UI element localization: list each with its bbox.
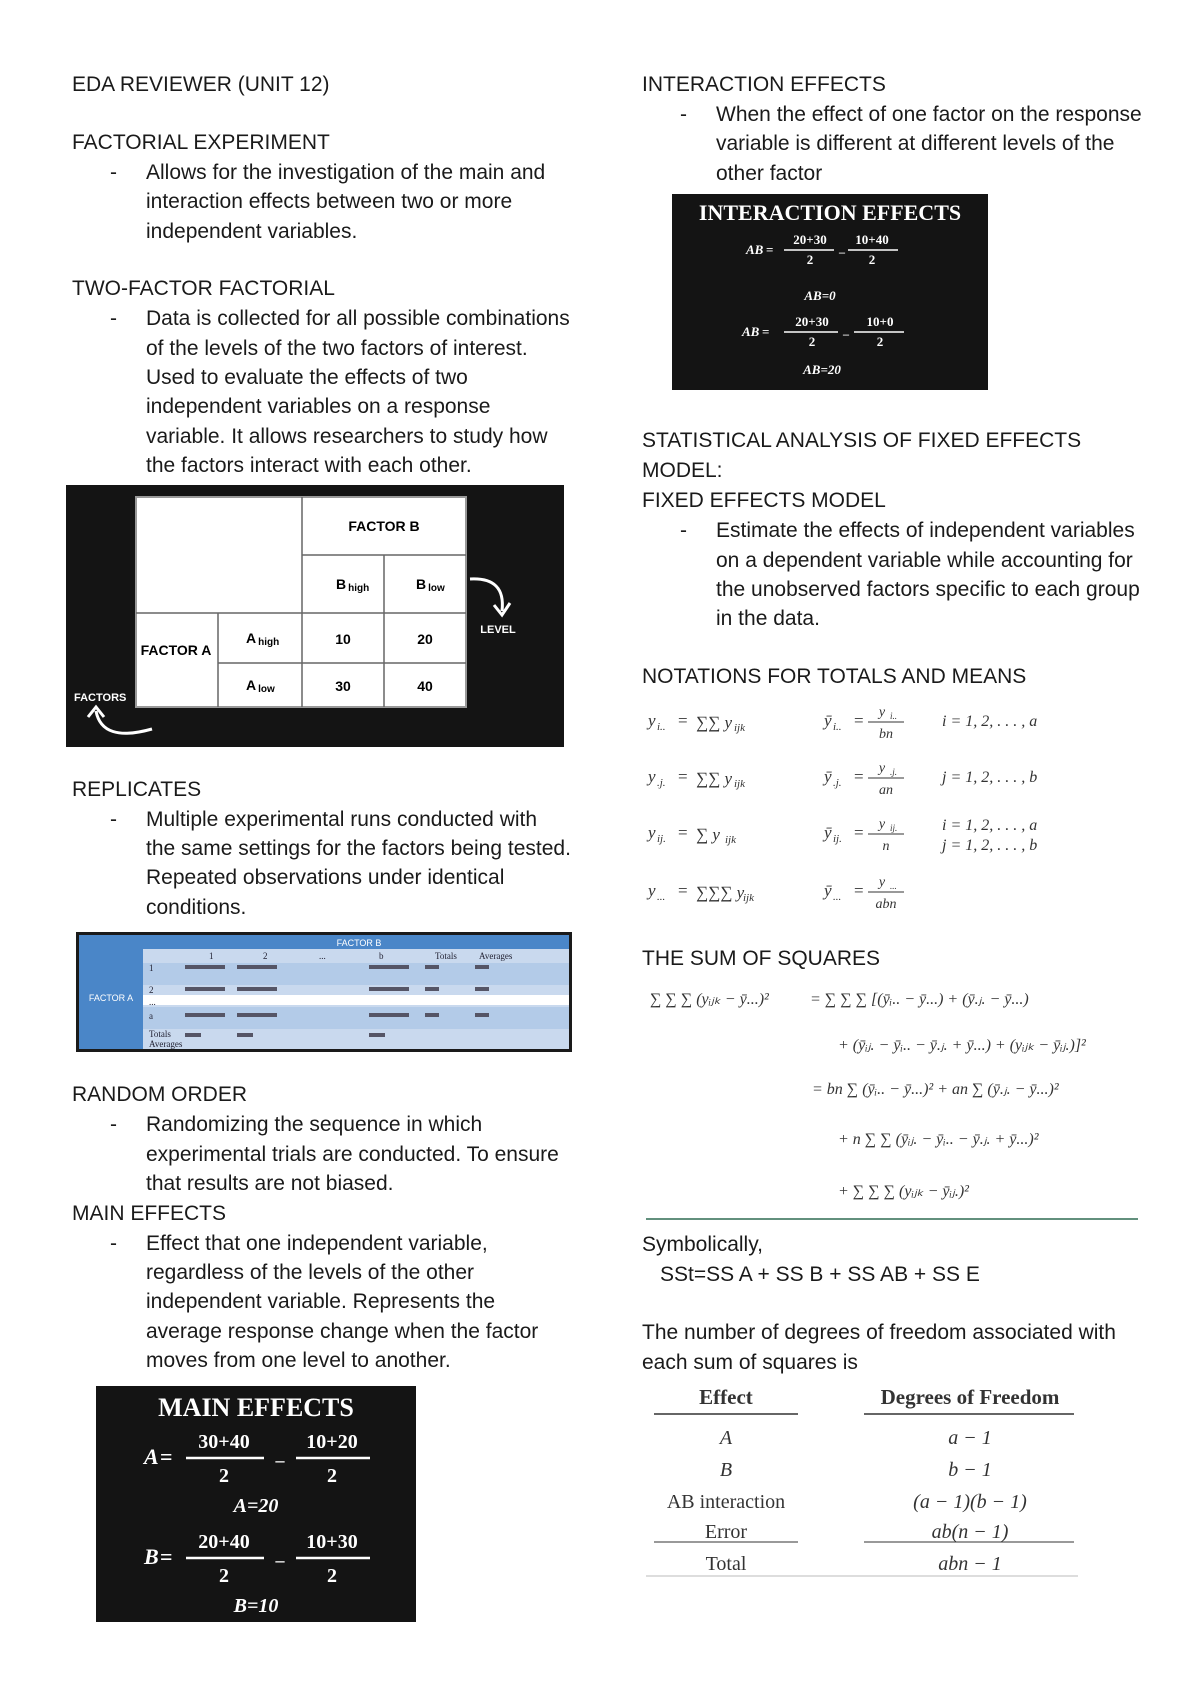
replicate-factor-b: FACTOR B: [336, 938, 382, 949]
ss-line5: + ∑ ∑ ∑ (yᵢⱼₖ − ȳᵢⱼ.)²: [838, 1182, 969, 1200]
notation-sum: ∑∑∑ y: [696, 882, 745, 902]
dof-value-cell: b − 1: [948, 1458, 992, 1481]
ss-line1-rhs: = ∑ ∑ ∑ [(ȳᵢ.. − ȳ...) + (ȳ.ⱼ. − ȳ...): [810, 990, 1029, 1008]
replicate-factor-a: FACTOR A: [88, 993, 134, 1004]
dof-value-cell: ab(n − 1): [931, 1520, 1009, 1543]
rep-row-2: 2: [149, 985, 154, 996]
main-frac2-den: 2: [327, 1464, 337, 1487]
notation-mean-sub: ij.: [833, 832, 842, 845]
notations-heading: NOTATIONS FOR TOTALS AND MEANS: [642, 664, 1027, 688]
notation-sum-sub: ijk: [743, 891, 754, 904]
dof-effect-cell: AB interaction: [666, 1490, 786, 1513]
notation-mean-num-sub: i..: [890, 710, 898, 721]
main-a-eq: =: [160, 1443, 173, 1469]
dof-value-cell: abn − 1: [938, 1552, 1002, 1575]
interaction-heading: INTERACTION EFFECTS: [642, 73, 886, 96]
notation-mean-num-sub: .j.: [890, 766, 898, 777]
dof-value-cell: (a − 1)(b − 1): [913, 1490, 1027, 1513]
notation-mean-sub: i..: [833, 720, 842, 733]
notation-mean-num: y: [878, 874, 886, 890]
dof-effect-cell: A: [719, 1426, 733, 1449]
notation-mean-sub: ...: [833, 890, 842, 903]
dof-table-svg: [642, 1380, 1082, 1580]
main-frac1-den: 2: [219, 1464, 229, 1487]
notation-mean-num-sub: ...: [890, 880, 897, 891]
notations-svg: [642, 696, 1102, 924]
main-effects-svg: [96, 1386, 416, 1622]
a-high-label: A high: [246, 629, 280, 648]
notation-mean-den: abn: [875, 896, 897, 912]
main-a-lhs: A: [144, 1443, 159, 1469]
notation-sum-sub: ijk: [734, 721, 745, 734]
rep-row-dots: ...: [149, 997, 156, 1008]
main-frac3-num: 20+40: [198, 1530, 250, 1553]
replicate-table-svg: [79, 935, 569, 1049]
rep-col-averages: Averages: [479, 951, 513, 962]
int-f1: 20+30: [793, 232, 827, 248]
factorial-heading: FACTORIAL EXPERIMENT: [72, 131, 330, 154]
notation-range: i = 1, 2, . . . , a: [942, 816, 1038, 834]
sum-squares-heading: THE SUM OF SQUARES: [642, 946, 881, 970]
notation-mean-den: an: [879, 782, 893, 798]
rep-col-b: b: [379, 951, 384, 962]
int-d3: 2: [808, 334, 816, 350]
main-frac1-num: 30+40: [198, 1430, 250, 1453]
notation-range-2: j = 1, 2, . . . , b: [942, 836, 1038, 854]
notation-mean-num: y: [878, 816, 886, 832]
random-order-heading: RANDOM ORDER: [72, 1083, 248, 1107]
symbolically-label: Symbolically,: [642, 1232, 763, 1256]
dof-effect-cell: B: [719, 1458, 733, 1481]
notation-lhs: y: [648, 766, 656, 786]
rep-col-2: 2: [263, 951, 268, 962]
document-title: EDA REVIEWER (UNIT 12): [72, 73, 330, 96]
int-r2: AB=20: [803, 362, 841, 378]
int-lhs-1: AB: [746, 242, 764, 258]
int-f2: 10+40: [855, 232, 889, 248]
factors-label: FACTORS: [74, 691, 127, 704]
dof-col-effect: Effect: [699, 1384, 753, 1409]
level-label: LEVEL: [480, 623, 516, 636]
notation-mean-den: n: [882, 838, 890, 854]
cell-a-high-b-low: 20: [417, 630, 433, 647]
notation-mean-eq: =: [854, 766, 864, 786]
notation-sum: ∑∑ y: [696, 768, 733, 788]
a-low-label: A low: [246, 676, 275, 695]
level-arrow: [470, 579, 502, 611]
notation-mean-num: y: [878, 760, 886, 776]
int-f4: 10+0: [866, 314, 894, 330]
notation-lhs: y: [648, 822, 656, 842]
notation-lhs: y: [648, 710, 656, 730]
replicate-table-figure: [76, 932, 572, 1052]
notation-sum: ∑ y: [696, 824, 720, 844]
notation-range: i = 1, 2, . . . , a: [942, 712, 1038, 730]
factor-a-label: FACTOR A: [140, 641, 212, 658]
cell-a-low-b-high: 30: [335, 677, 351, 694]
b-low-label: B low: [416, 575, 445, 594]
ss-line3: = bn ∑ (ȳᵢ.. − ȳ...)² + an ∑ (ȳ.ⱼ. − ȳ...)²: [812, 1080, 1059, 1098]
interaction-bullet: - When the effect of one factor on the response variable is different at different levels of the other factor: [680, 103, 1142, 185]
rep-col-dots: ...: [319, 951, 326, 962]
notation-eq: =: [678, 710, 688, 730]
ss-line4: + n ∑ ∑ (ȳᵢⱼ. − ȳᵢ.. − ȳ.ⱼ. + ȳ...)²: [838, 1130, 1039, 1148]
factorial-bullet: - Allows for the investigation of the main and interaction effects between two or more independent variables.: [110, 161, 546, 243]
dof-value-cell: a − 1: [948, 1426, 992, 1449]
notation-sum-sub: ijk: [725, 833, 736, 846]
int-r1: AB=0: [804, 288, 836, 304]
rep-row-a: a: [149, 1011, 153, 1022]
dof-table: [642, 1380, 1082, 1580]
replicates-bullet: - Multiple experimental runs conducted with the same settings for the factors being tested. Repeated observations under identical conditions.: [110, 807, 571, 919]
left-column: [72, 70, 572, 1622]
random-order-bullet: - Randomizing the sequence in which experimental trials are conducted. To ensure that results are not biased.: [110, 1113, 559, 1196]
notation-range: j = 1, 2, . . . , b: [942, 768, 1038, 786]
notation-eq: =: [678, 880, 688, 900]
notation-lhs-sub: ...: [657, 890, 666, 903]
notation-mean-den: bn: [879, 726, 893, 742]
main-effects-figure: [96, 1386, 416, 1622]
notations-block: [642, 696, 1102, 924]
notation-sum-sub: ijk: [734, 777, 745, 790]
rep-col-1: 1: [209, 951, 214, 962]
rep-row-totals: Totals: [149, 1029, 171, 1040]
notation-lhs-sub: .j.: [657, 776, 666, 789]
rep-row-1: 1: [149, 963, 154, 974]
int-d1: 2: [806, 252, 814, 268]
dof-effect-cell: Total: [705, 1552, 747, 1575]
notation-lhs-sub: i..: [657, 720, 666, 733]
cell-a-high-b-high: 10: [335, 630, 351, 647]
fixed-effects-heading: FIXED EFFECTS MODEL: [642, 489, 886, 513]
dof-intro: The number of degrees of freedom associated with each sum of squares is: [642, 1320, 1116, 1374]
interaction-effects-svg: [672, 194, 988, 390]
sum-of-squares-block: [642, 974, 1142, 1224]
notation-eq: =: [678, 822, 688, 842]
notation-mean-eq: =: [854, 880, 864, 900]
notation-mean-eq: =: [854, 710, 864, 730]
notation-mean: ȳ: [824, 822, 832, 842]
dof-col-dof: Degrees of Freedom: [880, 1384, 1060, 1409]
main-a-minus: –: [275, 1449, 285, 1470]
interaction-effects-figure: [672, 194, 988, 390]
notation-lhs: y: [648, 880, 656, 900]
stat-heading: STATISTICAL ANALYSIS OF FIXED EFFECTS MODEL:: [642, 429, 1082, 483]
main-frac3-den: 2: [219, 1564, 229, 1587]
sum-of-squares-svg: [642, 974, 1142, 1224]
two-factor-bullet: - Data is collected for all possible combinations of the levels of the two factors of interest. Used to evaluate the effects of two independent variables on a response variable. It allows researchers to study how the factors interact with each other.: [110, 307, 570, 478]
notation-mean-eq: =: [854, 822, 864, 842]
dof-effect-cell: Error: [704, 1520, 748, 1543]
notation-sum: ∑∑ y: [696, 712, 733, 732]
int-minus-2: –: [843, 327, 849, 342]
factor-b-label: FACTOR B: [348, 517, 420, 534]
factor-table-figure: [66, 485, 564, 747]
int-eq-1: =: [766, 242, 774, 258]
main-frac2-num: 10+20: [306, 1430, 358, 1453]
main-b-minus: –: [275, 1549, 285, 1570]
rep-row-averages: Averages: [149, 1039, 183, 1050]
right-column: [642, 70, 1142, 1580]
notation-mean-sub: .j.: [833, 776, 842, 789]
int-lhs-2: AB: [742, 324, 760, 340]
ss-formula: SSt=SS A + SS B + SS AB + SS E: [660, 1262, 980, 1286]
main-result-b: B=10: [233, 1594, 279, 1617]
notation-mean-num-sub: ij.: [890, 822, 898, 833]
notation-mean: ȳ: [824, 880, 832, 900]
int-minus-1: –: [839, 245, 845, 260]
rep-col-totals: Totals: [435, 951, 457, 962]
two-factor-heading: TWO-FACTOR FACTORIAL: [72, 277, 335, 301]
fixed-effects-bullet: - Estimate the effects of independent variables on a dependent variable while accounting for the unobserved factors specific to each group in the data.: [680, 519, 1140, 631]
main-result-a: A=20: [233, 1494, 279, 1517]
main-b-lhs: B: [144, 1543, 159, 1569]
factors-arrow: [96, 711, 152, 733]
main-effects-bullet: - Effect that one independent variable, regardless of the levels of the other independent variable. Represents the average response change when the factor moves from one level to another.: [110, 1231, 539, 1373]
replicates-heading: REPLICATES: [72, 777, 202, 801]
b-high-label: B high: [336, 575, 370, 594]
main-frac4-num: 10+30: [306, 1530, 358, 1553]
int-d2: 2: [868, 252, 876, 268]
cell-a-low-b-low: 40: [417, 677, 433, 694]
int-f3: 20+30: [795, 314, 829, 330]
main-frac4-den: 2: [327, 1564, 337, 1587]
int-d4: 2: [876, 334, 884, 350]
main-effects-heading: MAIN EFFECTS: [72, 1201, 227, 1225]
factor-table-svg: [66, 485, 564, 747]
notation-mean-num: y: [878, 704, 886, 720]
notation-mean: ȳ: [824, 710, 832, 730]
ss-line2: + (ȳᵢⱼ. − ȳᵢ.. − ȳ.ⱼ. + ȳ...) + (yᵢⱼₖ − ȳᵢⱼ.)]²: [838, 1036, 1086, 1054]
notation-eq: =: [678, 766, 688, 786]
ss-line1-lhs: ∑ ∑ ∑ (yᵢⱼₖ − ȳ...)²: [650, 990, 769, 1008]
notation-lhs-sub: ij.: [657, 832, 666, 845]
notation-mean: ȳ: [824, 766, 832, 786]
interaction-title: INTERACTION EFFECTS: [698, 200, 962, 226]
int-eq-2: =: [762, 324, 770, 340]
main-effects-title: MAIN EFFECTS: [158, 1392, 354, 1422]
main-b-eq: =: [160, 1543, 173, 1569]
